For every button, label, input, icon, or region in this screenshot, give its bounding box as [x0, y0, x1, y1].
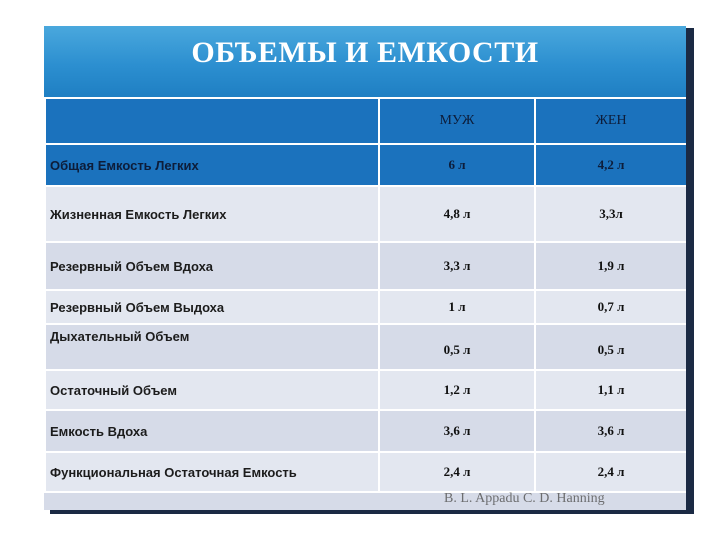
female-value: 1,1 л: [535, 370, 686, 410]
table-row: [45, 370, 686, 410]
header-cell-male: МУЖ: [379, 98, 535, 144]
slide-title: ОБЪЕМЫ И ЕМКОСТИ: [191, 36, 539, 69]
row-label: Остаточный Объем: [45, 370, 379, 410]
row-label: Емкость Вдоха: [45, 410, 379, 452]
table-row: [45, 410, 686, 452]
row-label: Общая Емкость Легких: [45, 144, 379, 186]
row-label: Дыхательный Объем: [45, 324, 379, 370]
female-value: 0,5 л: [535, 324, 686, 370]
table-row: [45, 290, 686, 324]
volumes-table: [44, 97, 686, 493]
male-value: 3,3 л: [379, 242, 535, 290]
row-label: Жизненная Емкость Легких: [45, 186, 379, 242]
row-label: Функциональная Остаточная Емкость: [45, 452, 379, 492]
female-value: 4,2 л: [535, 144, 686, 186]
female-value: 0,7 л: [535, 290, 686, 324]
male-value: 1 л: [379, 290, 535, 324]
header-cell-empty: [45, 98, 379, 144]
table-row: [45, 144, 686, 186]
female-value: 2,4 л: [535, 452, 686, 492]
male-value: 2,4 л: [379, 452, 535, 492]
row-label: Резервный Объем Выдоха: [45, 290, 379, 324]
male-value: 3,6 л: [379, 410, 535, 452]
female-value: 3,6 л: [535, 410, 686, 452]
row-label: Резервный Объем Вдоха: [45, 242, 379, 290]
male-value: 1,2 л: [379, 370, 535, 410]
female-value: 1,9 л: [535, 242, 686, 290]
table-row: [45, 452, 686, 492]
header-cell-female: ЖЕН: [535, 98, 686, 144]
title-bar: [44, 26, 686, 97]
table-row: [45, 242, 686, 290]
male-value: 6 л: [379, 144, 535, 186]
table-row: [45, 186, 686, 242]
source-citation: B. L. Appadu C. D. Hanning: [444, 491, 605, 506]
male-value: 4,8 л: [379, 186, 535, 242]
slide: [44, 26, 686, 510]
table-row: [45, 324, 686, 370]
table-header-row: [45, 98, 686, 144]
female-value: 3,3л: [535, 186, 686, 242]
male-value: 0,5 л: [379, 324, 535, 370]
